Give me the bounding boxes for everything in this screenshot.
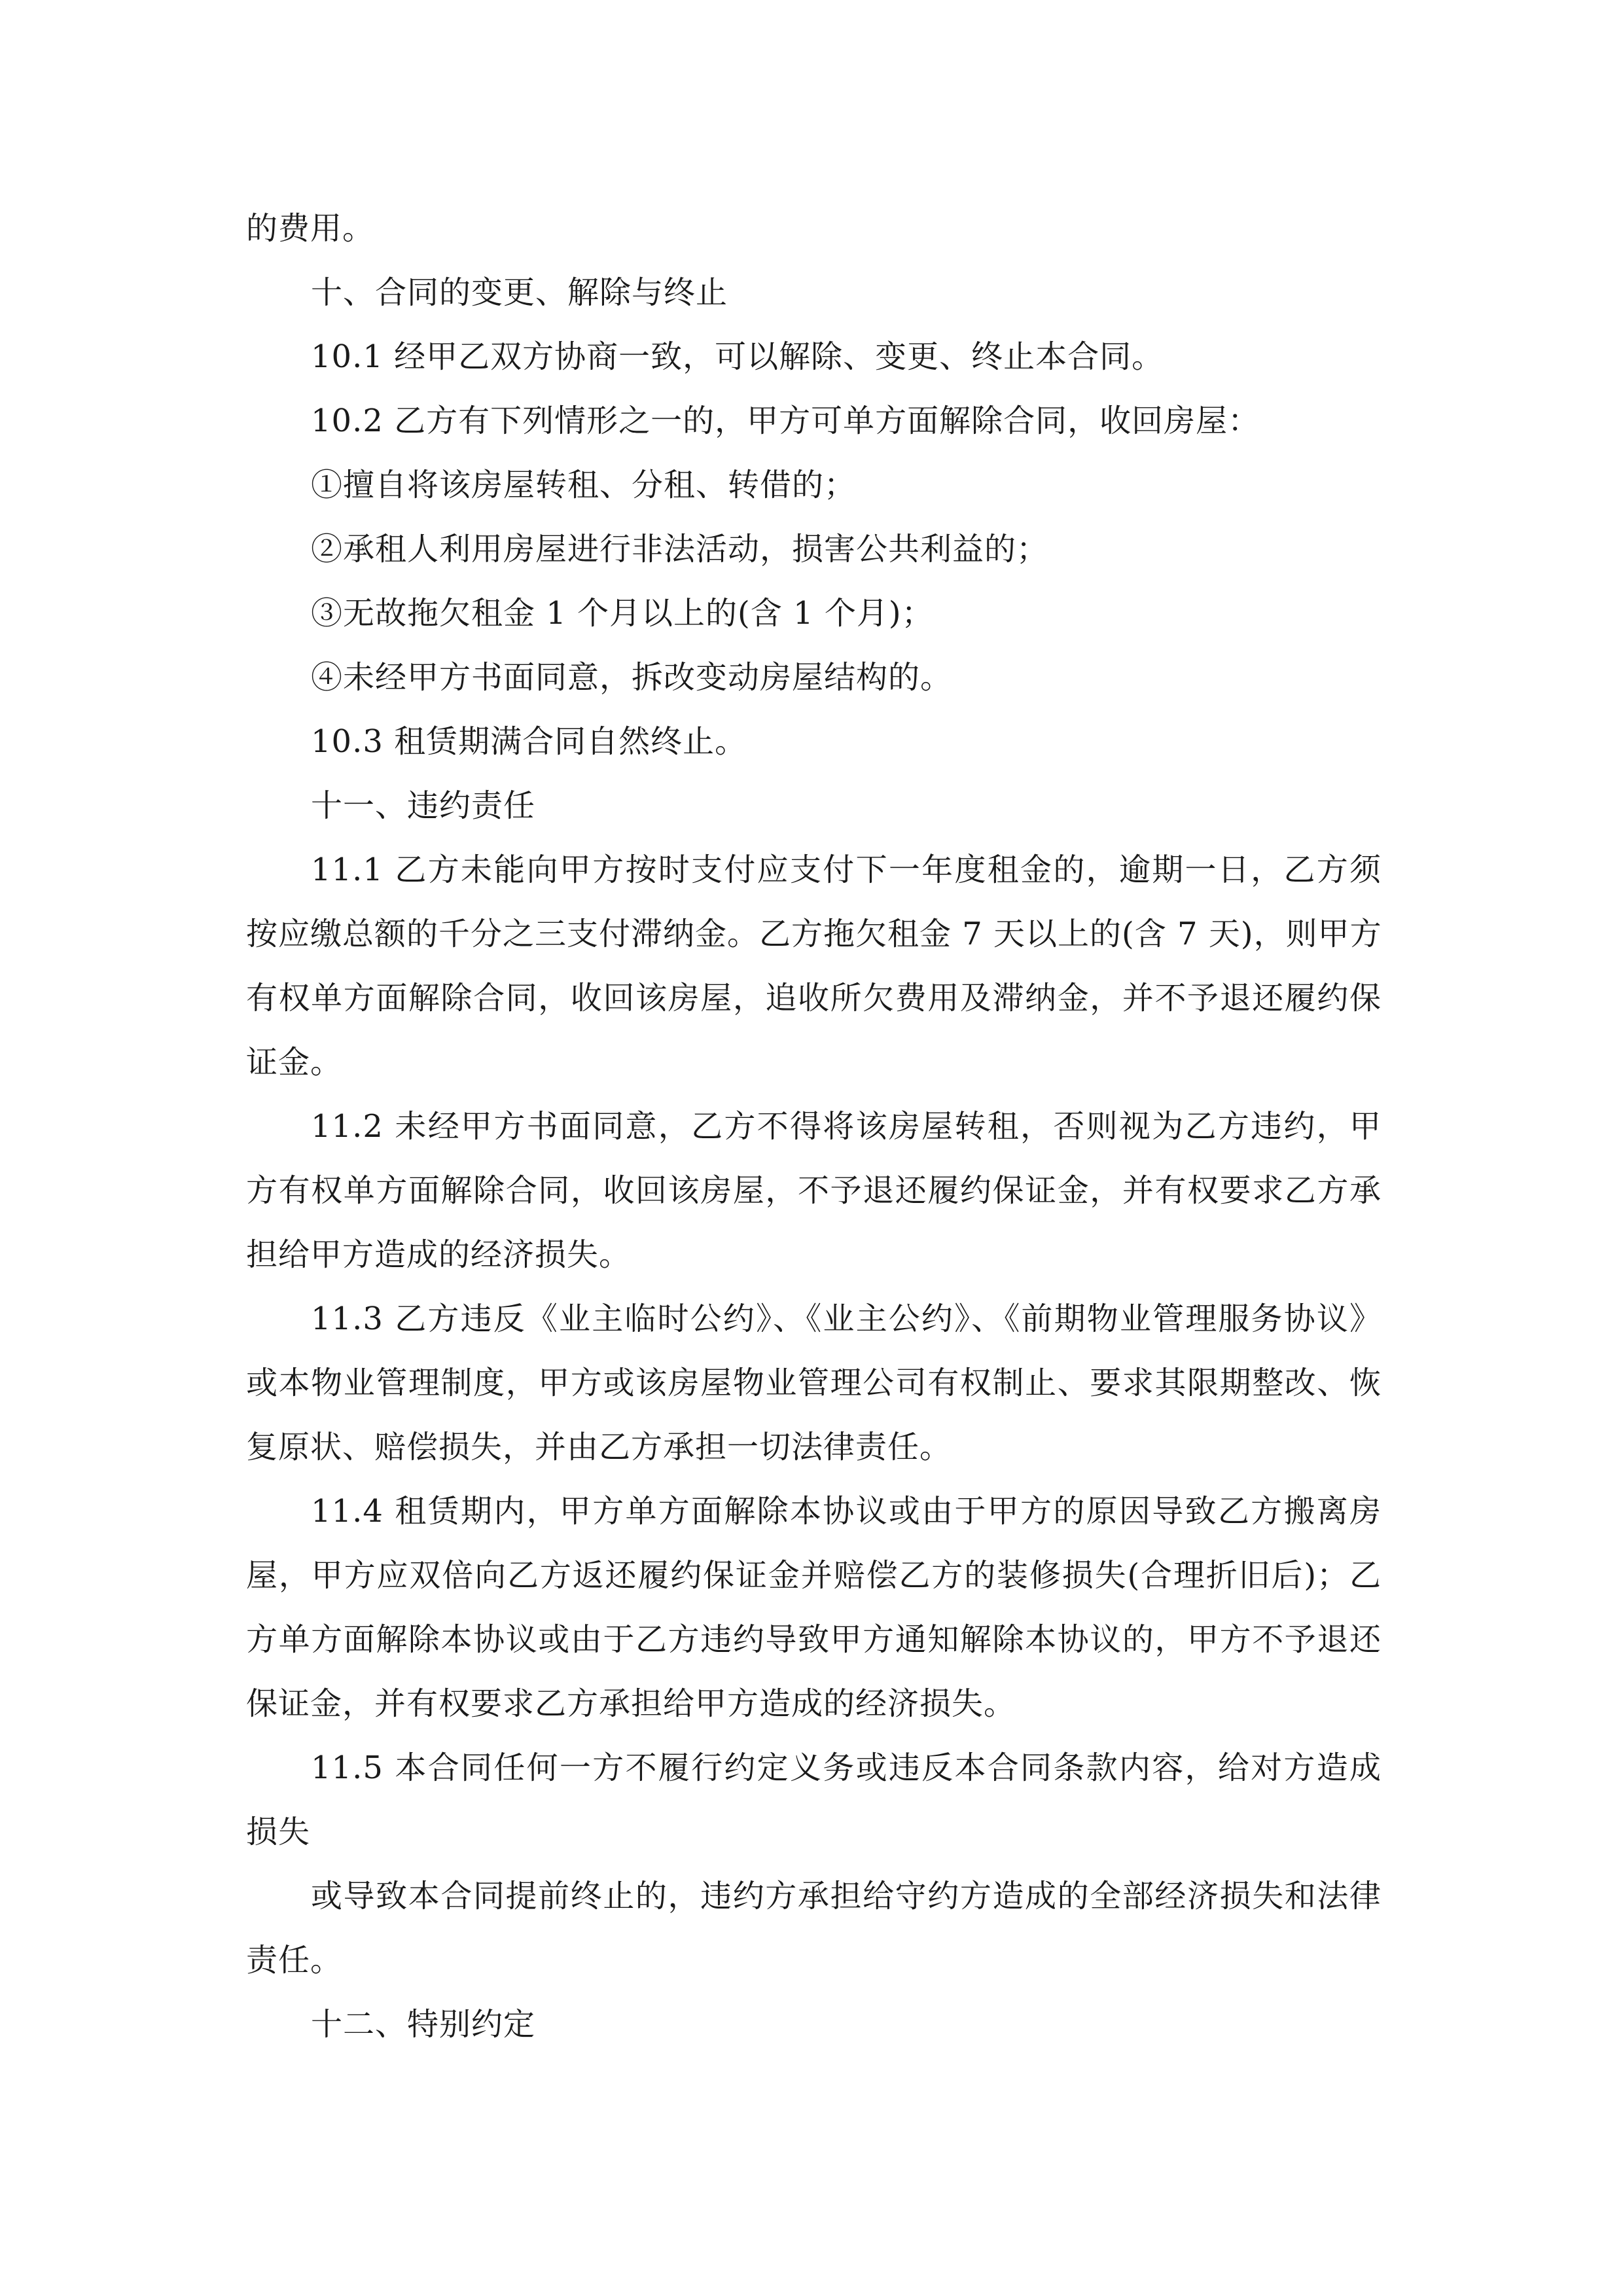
clause-11-1-cont: 证金。: [246, 1044, 343, 1081]
clause-11-5-cont: 损失: [246, 1814, 311, 1850]
clause-11-4-cont: 保证金，并有权要求乙方承担给甲方造成的经济损失。: [246, 1685, 1016, 1722]
clause-11-2: 11.2 未经甲方书面同意，乙方不得将该房屋转租，否则视为乙方违约，甲: [311, 1108, 1382, 1145]
clause-10-1: 10.1 经甲乙双方协商一致，可以解除、变更、终止本合同。: [311, 338, 1164, 375]
clause-11-3-cont: 复原状、赔偿损失，并由乙方承担一切法律责任。: [246, 1429, 952, 1465]
document-body: [246, 196, 1382, 2056]
clause-11-3: 11.3 乙方违反《业主临时公约》、《业主公约》、《前期物业管理服务协议》: [311, 1300, 1382, 1337]
clause-10-2: 10.2 乙方有下列情形之一的，甲方可单方面解除合同，收回房屋：: [311, 403, 1260, 439]
clause-11-1-cont: 按应缴总额的千分之三支付滞纳金。乙方拖欠租金 7 天以上的(含 7 天)，则甲方: [246, 916, 1382, 952]
clause-11-3-cont: 或本物业管理制度，甲方或该房屋物业管理公司有权制止、要求其限期整改、恢: [246, 1365, 1382, 1401]
clause-11-5: 11.5 本合同任何一方不履行约定义务或违反本合同条款内容，给对方造成: [311, 1749, 1382, 1786]
clause-11-5-cont: 责任。: [246, 1942, 343, 1979]
clause-10-3: 10.3 租赁期满合同自然终止。: [311, 723, 747, 760]
clause-11-1-cont: 有权单方面解除合同，收回该房屋，追收所欠费用及滞纳金，并不予退还履约保: [246, 980, 1382, 1016]
clause-11-5-cont: 或导致本合同提前终止的，违约方承担给守约方造成的全部经济损失和法律: [311, 1878, 1382, 1914]
list-item-1: ①擅自将该房屋转租、分租、转借的；: [311, 467, 857, 503]
section-heading-10: 十、合同的变更、解除与终止: [311, 274, 728, 311]
clause-11-2-cont: 方有权单方面解除合同，收回该房屋，不予退还履约保证金，并有权要求乙方承: [246, 1172, 1382, 1209]
clause-11-2-cont: 担给甲方造成的经济损失。: [246, 1236, 632, 1273]
list-item-3: ③无故拖欠租金 1 个月以上的(含 1 个月)；: [311, 595, 934, 632]
section-heading-11: 十一、违约责任: [311, 787, 536, 824]
clause-11-4: 11.4 租赁期内，甲方单方面解除本协议或由于甲方的原因导致乙方搬离房: [311, 1493, 1382, 1530]
clause-11-4-cont: 方单方面解除本协议或由于乙方违约导致甲方通知解除本协议的，甲方不予退还: [246, 1621, 1382, 1658]
clause-11-4-cont: 屋，甲方应双倍向乙方返还履约保证金并赔偿乙方的装修损失(合理折旧后)；乙: [246, 1557, 1382, 1594]
list-item-2: ②承租人利用房屋进行非法活动，损害公共利益的；: [311, 531, 1049, 567]
list-item-4: ④未经甲方书面同意，拆改变动房屋结构的。: [311, 659, 953, 696]
text-line: 的费用。: [246, 210, 375, 247]
section-heading-12: 十二、特别约定: [311, 2006, 536, 2043]
clause-11-1: 11.1 乙方未能向甲方按时支付应支付下一年度租金的，逾期一日，乙方须: [311, 852, 1382, 888]
